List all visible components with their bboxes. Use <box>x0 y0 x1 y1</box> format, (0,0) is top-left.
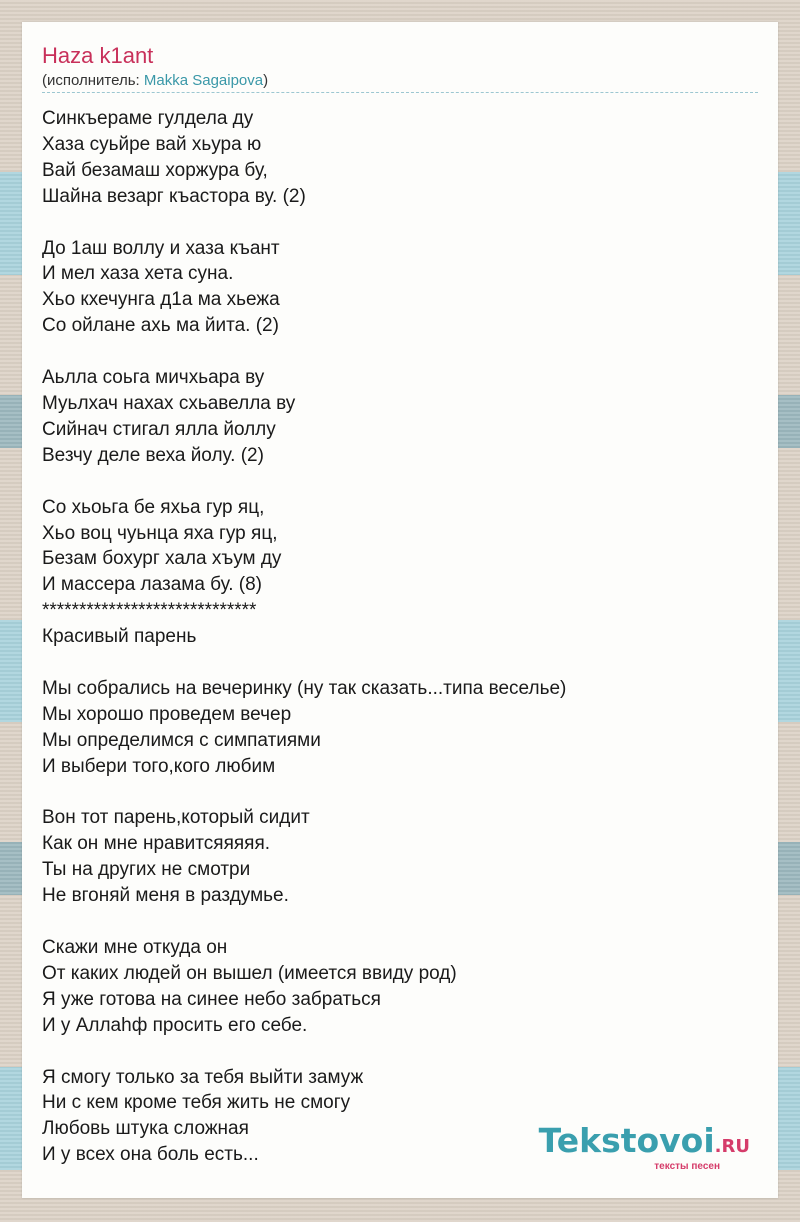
lyrics-card <box>22 22 778 1198</box>
artist-suffix: ) <box>263 72 269 89</box>
lyrics-text: Синкъераме гулдела ду Хаза суьйре вай хьура ю Вай безамаш хоржура бу, Шайна везарг къастора ву. (2) До 1аш воллу и хаза къант И мел хаза хета суна. Хьо кхечунга д1а ма хьежа Со ойлане ахь ма йита. (2) Аьлла соьга мичхьара ву Муьлхач нахах схьавелла ву Сийнач стигал ялла йоллу Везчу деле веха йолу. (2) Со хьоьга бе яхьа гур яц, Хьо воц чуьнца яха гур яц, Безам бохург хала хъум ду И массера лазама бу. (8) ***************************** Красивый парень Мы собрались на вечеринку (ну так сказать...типа веселье) Мы хорошо проведем вечер Мы определимся с симпатиями И выбери того,кого любим Вон тот парень,который сидит Как он мне нравитсяяяяя. Ты на других не смотри Не вгоняй меня в раздумье. Скажи мне откуда он От каких людей он вышел (имеется ввиду род) Я уже готова на синее небо забраться И у Аллаhф просить его себе. Я смогу только за тебя выйти замуж Ни с кем кроме тебя жить не смогу Любовь штука сложная И у всех она боль есть... <box>42 108 567 1166</box>
logo-tld: .RU <box>714 1136 750 1157</box>
song-title: Haza k1ant <box>42 43 154 68</box>
site-logo[interactable] <box>538 1121 750 1172</box>
logo-tagline: тексты песен <box>654 1161 720 1172</box>
artist-prefix: (исполнитель: <box>42 72 144 89</box>
artist-link[interactable]: Makka Sagaipova <box>143 72 264 89</box>
logo-name: Tekstovoi <box>538 1121 715 1160</box>
artist-line <box>42 72 268 89</box>
title-divider <box>42 92 758 93</box>
